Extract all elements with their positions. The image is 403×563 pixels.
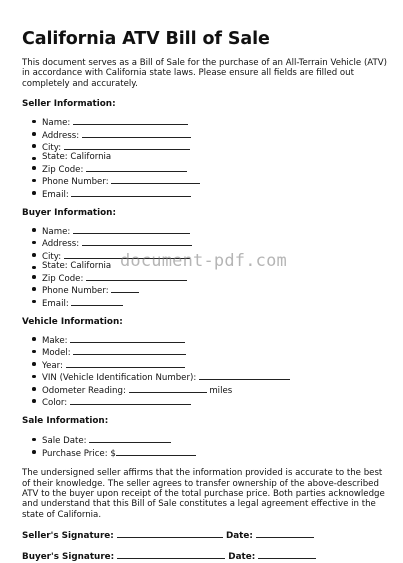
- seller-state-field: State: California: [32, 153, 388, 162]
- purchase-price-field[interactable]: Purchase Price: $: [32, 447, 388, 459]
- buyer-name-blank[interactable]: [73, 225, 190, 234]
- vehicle-model-blank[interactable]: [73, 346, 186, 355]
- seller-signature-row[interactable]: Seller's Signature: Date:: [22, 529, 388, 542]
- purchase-price-blank[interactable]: [116, 447, 196, 456]
- vehicle-make-field[interactable]: Make:: [32, 334, 388, 346]
- seller-zip-blank[interactable]: [86, 163, 187, 172]
- buyer-address-blank[interactable]: [82, 237, 192, 246]
- bill-of-sale-document: [22, 28, 388, 563]
- sale-section: [22, 416, 388, 459]
- vehicle-heading: Vehicle Information:: [22, 316, 123, 327]
- buyer-phone-field[interactable]: Phone Number:: [32, 284, 388, 296]
- document-title: California ATV Bill of Sale: [22, 29, 270, 49]
- seller-phone-field[interactable]: Phone Number:: [32, 175, 388, 187]
- seller-email-blank[interactable]: [71, 188, 191, 197]
- vehicle-section: [22, 317, 388, 408]
- seller-signature-blank[interactable]: [117, 529, 223, 538]
- buyer-state-field: State: California: [32, 262, 388, 271]
- buyer-signature-blank[interactable]: [117, 550, 225, 559]
- vehicle-field-list: [22, 334, 388, 408]
- vehicle-odometer-field[interactable]: Odometer Reading: miles: [32, 384, 388, 396]
- seller-city-blank[interactable]: [64, 141, 190, 150]
- sale-heading: Sale Information:: [22, 416, 109, 427]
- buyer-city-blank[interactable]: [64, 250, 190, 259]
- buyer-date-blank[interactable]: [258, 550, 316, 559]
- vehicle-color-blank[interactable]: [70, 396, 191, 405]
- seller-name-blank[interactable]: [73, 116, 188, 125]
- sale-field-list: [22, 434, 388, 459]
- buyer-address-field[interactable]: Address:: [32, 237, 388, 249]
- buyer-city-field[interactable]: City:: [32, 250, 388, 262]
- seller-email-field[interactable]: Email:: [32, 188, 388, 200]
- seller-name-field[interactable]: Name:: [32, 116, 388, 128]
- intro-paragraph: This document serves as a Bill of Sale for the purchase of an All-Terrain Vehicle (ATV) in accordance with California state laws. Please ensure all fields are filled out completely and accurately.: [22, 58, 387, 89]
- seller-city-field[interactable]: City:: [32, 141, 388, 153]
- buyer-email-field[interactable]: Email:: [32, 297, 388, 309]
- affirmation-paragraph: The undersigned seller affirms that the information provided is accurate to the best of their knowledge. The seller agrees to transfer ownership of the above-described ATV to the buyer upon receipt of the total purchase price. Both parties acknowledge and understand that this Bill of Sale constitutes a legal agreement effective in the state of California.: [22, 468, 385, 520]
- vehicle-vin-field[interactable]: VIN (Vehicle Identification Number):: [32, 371, 388, 383]
- sale-date-field[interactable]: Sale Date:: [32, 434, 388, 446]
- buyer-signature-row[interactable]: Buyer's Signature: Date:: [22, 550, 388, 563]
- buyer-zip-field[interactable]: Zip Code:: [32, 272, 388, 284]
- seller-heading: Seller Information:: [22, 99, 116, 110]
- watermark-text: document-pdf.com: [120, 251, 287, 271]
- sale-date-blank[interactable]: [89, 434, 171, 443]
- buyer-zip-blank[interactable]: [86, 272, 187, 281]
- vehicle-odometer-blank[interactable]: [129, 384, 207, 393]
- vehicle-year-blank[interactable]: [66, 359, 185, 368]
- buyer-field-list: [22, 225, 388, 309]
- seller-phone-blank[interactable]: [111, 175, 200, 184]
- seller-address-field[interactable]: Address:: [32, 129, 388, 141]
- vehicle-color-field[interactable]: Color:: [32, 396, 388, 408]
- seller-address-blank[interactable]: [82, 129, 191, 138]
- buyer-phone-blank[interactable]: [111, 284, 139, 293]
- seller-field-list: [22, 116, 388, 200]
- vehicle-model-field[interactable]: Model:: [32, 346, 388, 358]
- buyer-heading: Buyer Information:: [22, 208, 116, 219]
- seller-zip-field[interactable]: Zip Code:: [32, 163, 388, 175]
- vehicle-vin-blank[interactable]: [199, 371, 290, 380]
- buyer-email-blank[interactable]: [71, 297, 123, 306]
- vehicle-year-field[interactable]: Year:: [32, 359, 388, 371]
- buyer-name-field[interactable]: Name:: [32, 225, 388, 237]
- seller-date-blank[interactable]: [256, 529, 314, 538]
- seller-section: [22, 99, 388, 200]
- vehicle-make-blank[interactable]: [70, 334, 185, 343]
- buyer-section: [22, 208, 388, 309]
